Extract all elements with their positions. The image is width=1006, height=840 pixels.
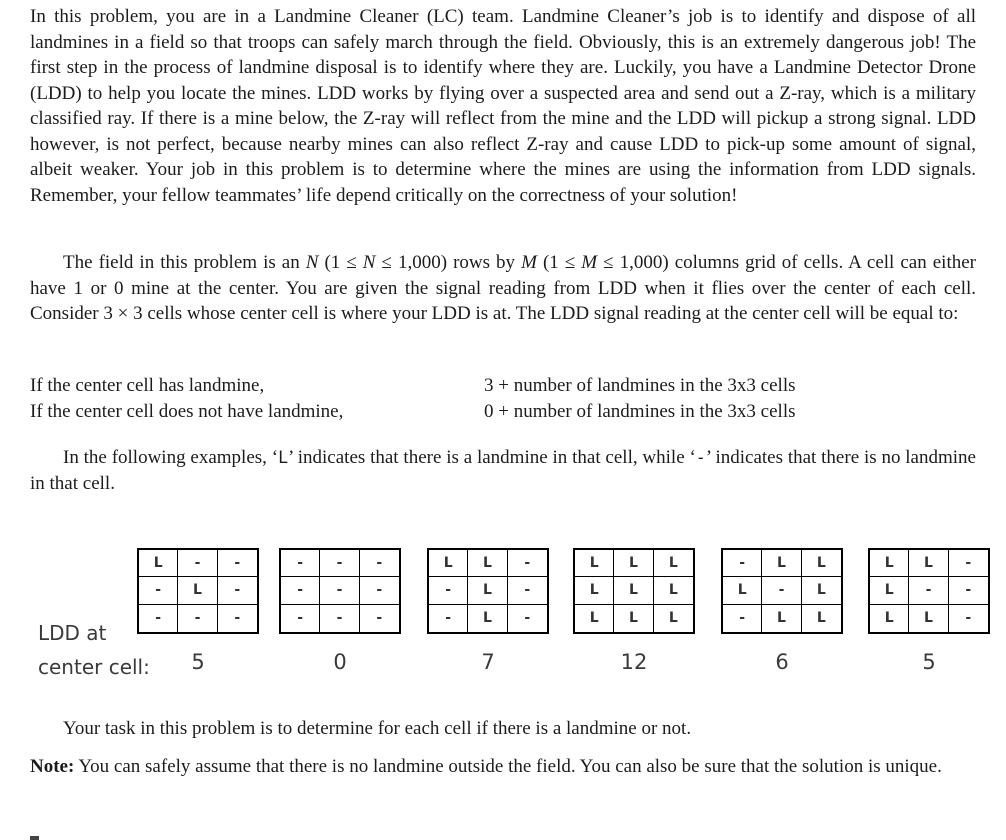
landmine-cell: L xyxy=(575,577,614,604)
empty-cell: - xyxy=(508,577,547,604)
landmine-cell: L xyxy=(870,605,909,632)
empty-cell: - xyxy=(723,550,762,577)
landmine-cell: L xyxy=(614,577,653,604)
landmine-cell: L xyxy=(139,550,178,577)
landmine-cell: L xyxy=(178,577,217,604)
empty-cell: - xyxy=(320,605,359,632)
landmine-cell: L xyxy=(723,577,762,604)
empty-cell: - xyxy=(909,577,948,604)
example-grid-3 xyxy=(427,548,549,634)
landmine-cell: L xyxy=(614,605,653,632)
empty-cell: - xyxy=(218,550,257,577)
landmine-cell: L xyxy=(909,550,948,577)
landmine-cell: L xyxy=(762,605,801,632)
ldd-reading-6: 5 xyxy=(922,650,936,674)
example-grid-6 xyxy=(868,548,990,634)
empty-cell: - xyxy=(949,577,988,604)
landmine-cell: L xyxy=(429,550,468,577)
signal-rule-row xyxy=(30,373,976,399)
rule-condition: If the center cell does not have landmine, xyxy=(30,400,344,422)
landmine-cell: L xyxy=(816,610,826,627)
empty-cell: - xyxy=(178,550,217,577)
ldd-reading-5: 6 xyxy=(775,650,789,674)
landmine-cell: L xyxy=(575,605,614,632)
empty-cell: - xyxy=(965,610,972,627)
landmine-cell: L xyxy=(870,577,909,604)
empty-cell: - xyxy=(281,577,320,604)
ldd-reading-1: 5 xyxy=(191,650,205,674)
ldd-reading-3: 7 xyxy=(481,650,495,674)
landmine-cell: L xyxy=(870,550,909,577)
empty-cell: - xyxy=(281,550,320,577)
example-grid-5 xyxy=(721,548,843,634)
empty-cell: - xyxy=(218,577,257,604)
landmine-cell: L xyxy=(468,605,507,632)
landmine-cell: L xyxy=(468,577,507,604)
empty-cell: - xyxy=(762,577,801,604)
empty-cell: - xyxy=(429,605,468,632)
empty-cell: - xyxy=(524,610,531,627)
intro-paragraph: In this problem, you are in a Landmine Cleaner (LC) team. Landmine Cleaner’s job is to identify and dispose of all landmines in a field so that troops can safely march through the field. Obviously, this is an extremely dangerous job! The first step in the process of landmine disposal is to identify where they are. Luckily, you have a Landmine Detector Drone (LDD) to help you locate the mines. LDD works by flying over a suspected area and send out a Z-ray, which is a military classified ray. If there is a mine below, the Z-ray will reflect from the mine and the LDD will pickup a strong signal. LDD however, is not perfect, because nearby mines can also reflect Z-ray and cause LDD to pick-up some amount of signal, albeit weaker. Your job in this problem is to determine where the mines are using the information from LDD signals. Remember, your fellow teammates’ life depend critically on the correctness of your solution! xyxy=(30,6,976,206)
signal-rules-table xyxy=(30,373,976,424)
rule-condition: If the center cell has landmine, xyxy=(30,375,265,396)
landmine-cell: L xyxy=(654,550,693,577)
example-grid-1 xyxy=(137,548,259,634)
figure-label-line2: center cell: xyxy=(38,655,150,679)
rule-formula: 0 + number of landmines in the 3x3 cells xyxy=(484,400,796,422)
landmine-cell: L xyxy=(468,550,507,577)
next-section-fragment xyxy=(30,836,39,840)
empty-cell: - xyxy=(376,610,383,627)
example-grid-2 xyxy=(279,548,401,634)
empty-cell: - xyxy=(320,577,359,604)
empty-cell: - xyxy=(723,605,762,632)
task-paragraph: Your task in this problem is to determine for each cell if there is a landmine or not. xyxy=(63,718,692,739)
empty-cell: - xyxy=(320,550,359,577)
landmine-cell: L xyxy=(668,610,678,627)
landmine-cell: L xyxy=(802,550,841,577)
landmine-cell: L xyxy=(762,550,801,577)
figure-label xyxy=(38,616,150,684)
ldd-reading-4: 12 xyxy=(620,650,648,674)
examples-intro-paragraph: In the following examples, ‘L’ indicates that there is a landmine in that cell, while ‘-’ indicates that there is no landmine in that cell. xyxy=(30,447,976,494)
empty-cell: - xyxy=(949,550,988,577)
landmine-cell: L xyxy=(614,550,653,577)
ldd-reading-2: 0 xyxy=(333,650,347,674)
note-paragraph: Note: You can safely assume that there is no landmine outside the field. You can also be sure that the solution is unique. xyxy=(30,756,942,777)
empty-cell: - xyxy=(234,610,241,627)
empty-cell: - xyxy=(360,577,399,604)
landmine-cell: L xyxy=(654,577,693,604)
empty-cell: - xyxy=(139,577,178,604)
landmine-cell: L xyxy=(802,577,841,604)
empty-cell: - xyxy=(281,605,320,632)
figure-label-line1: LDD at xyxy=(38,621,107,645)
field-paragraph: The field in this problem is an N (1 ≤ N ≤ 1,000) rows by M (1 ≤ M ≤ 1,000) columns grid of cells. A cell can either have 1 or 0 mine at the center. You are given the signal reading from LDD when it flies over the center of each cell. Consider 3 × 3 cells whose center cell is where your LDD is at. The LDD signal reading at the center cell will be equal to: xyxy=(30,252,976,324)
empty-cell: - xyxy=(360,550,399,577)
empty-cell: - xyxy=(508,550,547,577)
rule-formula: 3 + number of landmines in the 3x3 cells xyxy=(484,375,796,396)
landmine-cell: L xyxy=(575,550,614,577)
signal-rule-row xyxy=(30,399,976,425)
empty-cell: - xyxy=(429,577,468,604)
landmine-cell: L xyxy=(909,605,948,632)
empty-cell: - xyxy=(139,605,178,632)
example-grid-4 xyxy=(573,548,695,634)
empty-cell: - xyxy=(178,605,217,632)
